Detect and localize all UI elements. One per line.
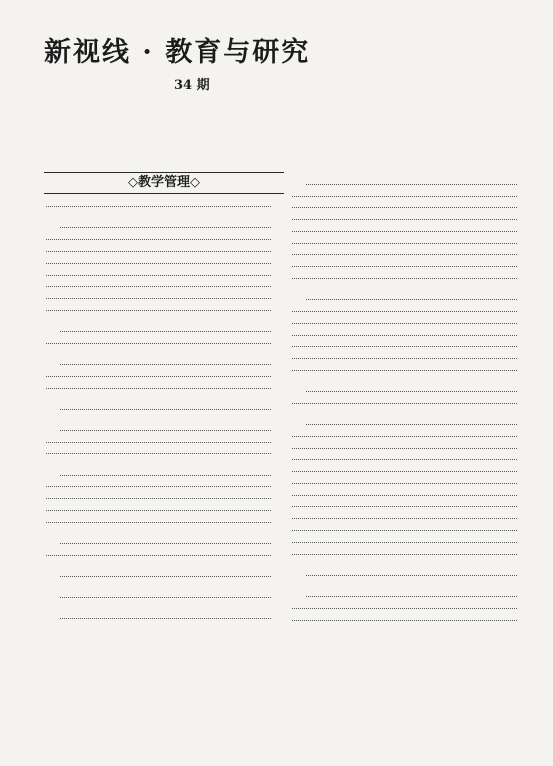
- toc-entry-line: [290, 418, 536, 427]
- toc-entry-line: [290, 236, 536, 245]
- dot-leader: [292, 278, 517, 279]
- toc-entry-line: [44, 548, 290, 557]
- dot-leader: [60, 430, 271, 431]
- dot-leader: [292, 311, 517, 312]
- dot-leader: [292, 620, 517, 621]
- dot-leader: [292, 243, 517, 244]
- dot-leader: [60, 543, 271, 544]
- toc-entry-line: [44, 325, 290, 334]
- toc-entry: [290, 340, 536, 349]
- toc-entry-line: [44, 292, 290, 301]
- toc-entry-line: [290, 293, 536, 302]
- toc-entry-line: [44, 393, 290, 402]
- toc-entry: [290, 396, 536, 405]
- toc-entry-line: [290, 248, 536, 257]
- toc-entry-line: [290, 441, 536, 450]
- dot-leader: [292, 483, 517, 484]
- toc-entry: [290, 316, 536, 325]
- toc-entry-line: [290, 316, 536, 325]
- dot-leader: [292, 506, 517, 507]
- toc-entry: [44, 369, 290, 378]
- toc-entry-line: [290, 272, 536, 281]
- dot-leader: [46, 498, 271, 499]
- dot-leader: [306, 184, 517, 185]
- dot-leader: [46, 239, 271, 240]
- toc-entry-line: [290, 465, 536, 474]
- toc-entry: [44, 602, 290, 621]
- toc-entry-line: [290, 512, 536, 521]
- toc-entry: [290, 272, 536, 281]
- toc-entry-line: [44, 256, 290, 265]
- toc-entry: [290, 441, 536, 450]
- dot-leader: [46, 486, 271, 487]
- toc-entry: [44, 548, 290, 557]
- toc-entry: [44, 245, 290, 254]
- toc-entry-line: [290, 364, 536, 373]
- dot-leader: [292, 554, 517, 555]
- toc-entry-line: [290, 225, 536, 234]
- dot-leader: [292, 448, 517, 449]
- toc-entry-line: [290, 340, 536, 349]
- toc-entry-line: [44, 381, 290, 390]
- dot-leader: [292, 370, 517, 371]
- toc-entry-line: [290, 189, 536, 198]
- dot-leader: [46, 286, 271, 287]
- toc-entry-line: [44, 447, 290, 456]
- toc-entry-line: [290, 385, 536, 394]
- dot-leader: [60, 227, 271, 228]
- toc-entry: [290, 328, 536, 337]
- journal-title: 新视线 · 教育与研究: [44, 37, 311, 68]
- dot-leader: [292, 254, 517, 255]
- toc-entry-line: [290, 201, 536, 210]
- toc-entry-line: [44, 268, 290, 277]
- toc-entry-line: [44, 560, 290, 569]
- dot-leader: [292, 403, 517, 404]
- toc-entry-line: [290, 500, 536, 509]
- dot-leader: [292, 358, 517, 359]
- toc-entry-line: [44, 527, 290, 536]
- toc-entry-line: [290, 283, 536, 292]
- dot-leader: [292, 608, 517, 609]
- dot-leader: [292, 542, 517, 543]
- dot-leader: [292, 335, 517, 336]
- dot-leader: [60, 409, 271, 410]
- toc-entry-line: [44, 233, 290, 242]
- dot-leader: [46, 251, 271, 252]
- toc-entry: [290, 465, 536, 474]
- toc-entry-line: [44, 221, 290, 230]
- dot-leader: [306, 299, 517, 300]
- toc-entry: [44, 280, 290, 289]
- dot-leader: [292, 436, 517, 437]
- dot-leader: [60, 364, 271, 365]
- dot-leader: [46, 388, 271, 389]
- toc-entry-line: [44, 212, 290, 221]
- dot-leader: [292, 196, 517, 197]
- dot-leader: [46, 263, 271, 264]
- dot-leader: [60, 576, 271, 577]
- toc-entry-line: [290, 613, 536, 622]
- toc-entry-line: [290, 213, 536, 222]
- toc-entry-line: [290, 477, 536, 486]
- toc-entry-line: [290, 352, 536, 361]
- toc-entry: [44, 292, 290, 301]
- toc-entry: [290, 429, 536, 438]
- dot-leader: [46, 310, 271, 311]
- toc-entry: [290, 189, 536, 198]
- dot-leader: [306, 424, 517, 425]
- dot-leader: [306, 391, 517, 392]
- toc-entry-line: [44, 402, 290, 411]
- toc-entry: [290, 260, 536, 269]
- dot-leader: [292, 471, 517, 472]
- toc-entry: [290, 283, 536, 302]
- toc-entry: [44, 447, 290, 456]
- dot-leader: [46, 555, 271, 556]
- toc-entry: [290, 500, 536, 509]
- dot-leader: [292, 323, 517, 324]
- toc-entry: [44, 560, 290, 579]
- toc-entry-line: [44, 591, 290, 600]
- toc-entry: [44, 200, 290, 209]
- dot-leader: [46, 275, 271, 276]
- toc-entry: [290, 305, 536, 314]
- toc-entry-line: [44, 304, 290, 313]
- toc-entry: [290, 168, 536, 187]
- toc-entry-line: [290, 580, 536, 589]
- toc-entry-line: [290, 305, 536, 314]
- toc-entry: [44, 492, 290, 501]
- toc-entry-line: [44, 492, 290, 501]
- dot-leader: [306, 575, 517, 576]
- toc-entry: [44, 348, 290, 367]
- toc-entry-line: [290, 177, 536, 186]
- toc-entry-line: [44, 200, 290, 209]
- dot-leader: [46, 453, 271, 454]
- toc-entry: [290, 236, 536, 245]
- toc-entry: [44, 256, 290, 265]
- toc-entry: [290, 512, 536, 521]
- toc-entry-line: [290, 396, 536, 405]
- dot-leader: [292, 518, 517, 519]
- toc-entry-line: [44, 245, 290, 254]
- toc-entry: [290, 453, 536, 462]
- toc-entry-line: [290, 453, 536, 462]
- toc-entry: [290, 248, 536, 257]
- dot-leader: [46, 298, 271, 299]
- toc-entry-line: [44, 581, 290, 590]
- dot-leader: [46, 376, 271, 377]
- masthead: [44, 30, 311, 93]
- toc-entry: [290, 408, 536, 427]
- toc-entry-line: [44, 315, 290, 324]
- toc-entry: [290, 535, 536, 544]
- toc-entry-line: [290, 547, 536, 556]
- toc-entry: [44, 459, 290, 478]
- toc-entry: [44, 581, 290, 600]
- toc-entry-line: [44, 348, 290, 357]
- toc-entry: [290, 477, 536, 486]
- dot-leader: [60, 597, 271, 598]
- toc-entry: [290, 547, 536, 556]
- toc-entry: [290, 352, 536, 361]
- toc-entry: [290, 559, 536, 578]
- toc-entry-line: [290, 559, 536, 568]
- toc-entry: [290, 364, 536, 373]
- dot-leader: [60, 475, 271, 476]
- toc-entry-line: [44, 369, 290, 378]
- dot-leader: [292, 231, 517, 232]
- dot-leader: [292, 530, 517, 531]
- toc-entry-line: [44, 435, 290, 444]
- dot-leader: [46, 206, 271, 207]
- toc-entry-line: [44, 612, 290, 621]
- dot-leader: [292, 266, 517, 267]
- dot-leader: [46, 510, 271, 511]
- toc-entry-line: [44, 468, 290, 477]
- toc-entry: [44, 315, 290, 334]
- toc-entry-line: [44, 515, 290, 524]
- toc-entry: [290, 580, 536, 599]
- toc-entry: [44, 435, 290, 444]
- toc-entry: [44, 233, 290, 242]
- toc-entry: [44, 304, 290, 313]
- dot-leader: [60, 618, 271, 619]
- dot-leader: [60, 331, 271, 332]
- dot-leader: [292, 219, 517, 220]
- toc-entry: [290, 613, 536, 622]
- issue-number: 34 期: [174, 78, 210, 93]
- dot-leader: [46, 343, 271, 344]
- toc-entry-line: [290, 488, 536, 497]
- toc-entry-line: [290, 601, 536, 610]
- toc-entry: [44, 268, 290, 277]
- toc-entry-line: [290, 168, 536, 177]
- toc-entry-line: [44, 280, 290, 289]
- toc-entry-line: [290, 590, 536, 599]
- toc-entry: [44, 527, 290, 546]
- toc-right-column: [290, 168, 536, 625]
- dot-leader: [46, 522, 271, 523]
- toc-entry-line: [44, 602, 290, 611]
- toc-entry-line: [44, 414, 290, 423]
- toc-entry: [290, 601, 536, 610]
- toc-entry: [290, 524, 536, 533]
- toc-entry-line: [44, 358, 290, 367]
- toc-entry: [44, 381, 290, 390]
- toc-entry: [44, 414, 290, 433]
- toc-entry: [290, 375, 536, 394]
- toc-entry-line: [44, 336, 290, 345]
- toc-entry-line: [290, 524, 536, 533]
- dot-leader: [292, 459, 517, 460]
- dot-leader: [292, 346, 517, 347]
- toc-entry-line: [44, 459, 290, 468]
- toc-left-column: [44, 168, 290, 624]
- toc-entry-line: [290, 535, 536, 544]
- toc-entry-line: [44, 504, 290, 513]
- toc-entry: [44, 212, 290, 231]
- toc-entry-line: [44, 537, 290, 546]
- toc-entry-line: [44, 570, 290, 579]
- toc-entry: [44, 515, 290, 524]
- toc-entry-line: [290, 408, 536, 417]
- toc-entry: [44, 480, 290, 489]
- toc-entry: [44, 504, 290, 513]
- toc-entry: [290, 225, 536, 234]
- toc-entry-line: [44, 480, 290, 489]
- toc-entry-line: [290, 328, 536, 337]
- toc-entry-line: [44, 424, 290, 433]
- toc-entry-line: [290, 429, 536, 438]
- toc-entry: [290, 488, 536, 497]
- dot-leader: [292, 207, 517, 208]
- toc-entry: [44, 336, 290, 345]
- toc-entry: [44, 393, 290, 412]
- toc-entry-line: [290, 568, 536, 577]
- section-heading: ◇教学管理◇: [44, 172, 284, 194]
- toc-entry: [290, 213, 536, 222]
- dot-leader: [292, 495, 517, 496]
- toc-entry-line: [290, 260, 536, 269]
- toc-entry-line: [290, 375, 536, 384]
- toc-entry: [290, 201, 536, 210]
- dot-leader: [306, 596, 517, 597]
- dot-leader: [46, 442, 271, 443]
